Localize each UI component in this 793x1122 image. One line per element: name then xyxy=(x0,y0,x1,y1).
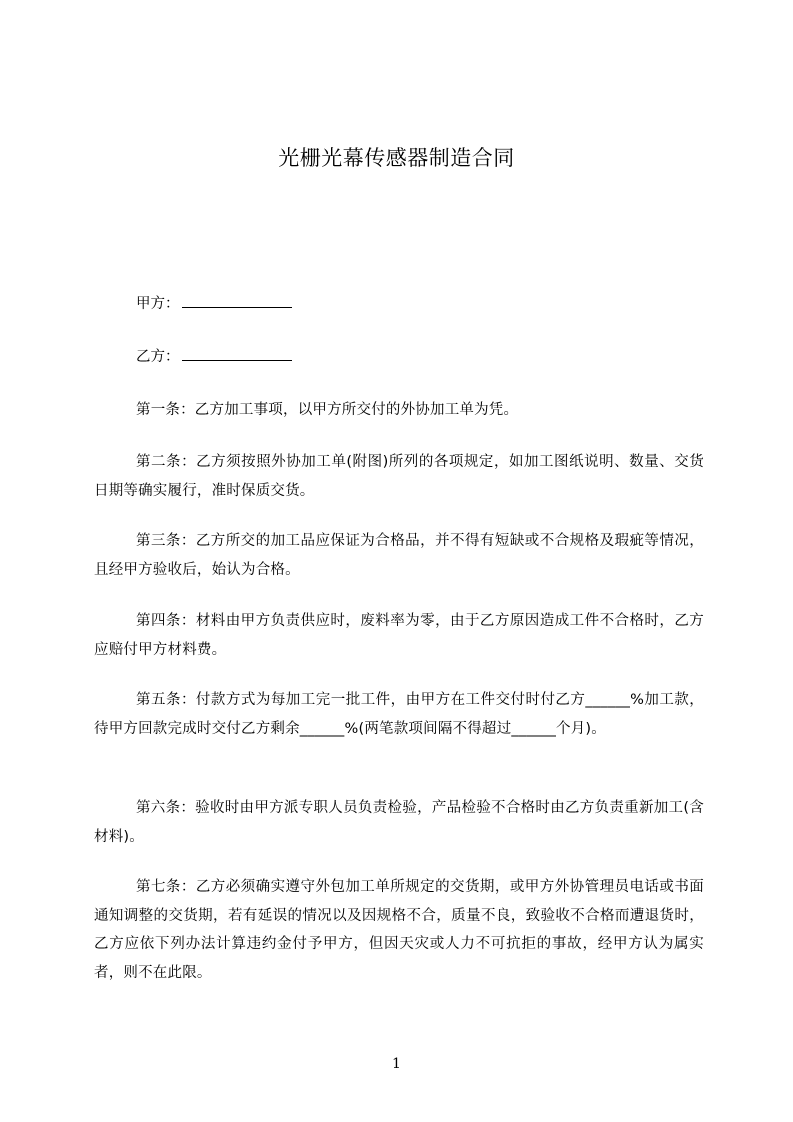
party-b-line xyxy=(136,345,292,367)
document-title: 光栅光幕传感器制造合同 xyxy=(278,146,515,170)
party-b-label: 乙方： xyxy=(136,349,180,365)
clause-6: 第六条：验收时由甲方派专职人员负责检验，产品检验不合格时由乙方负责重新加工(含材料)。 xyxy=(94,800,704,845)
clause-3: 第三条：乙方所交的加工品应保证为合格品，并不得有短缺或不合规格及瑕疵等情况，且经甲方验收后，始认为合格。 xyxy=(94,533,704,578)
clause-2: 第二条：乙方须按照外协加工单(附图)所列的各项规定，如加工图纸说明、数量、交货日期等确实履行，准时保质交货。 xyxy=(94,454,704,499)
clause-4: 第四条：材料由甲方负责供应时，废料率为零，由于乙方原因造成工件不合格时，乙方应赔付甲方材料费。 xyxy=(94,613,704,658)
clause-1: 第一条：乙方加工事项，以甲方所交付的外协加工单为凭。 xyxy=(136,402,519,418)
clause-5: 第五条：付款方式为每加工完一批工件，由甲方在工件交付时付乙方______%加工款，待甲方回款完成时交付乙方剩余______%(两笔款项间隔不得超过______个月)。 xyxy=(94,692,704,737)
clause-7: 第七条：乙方必须确实遵守外包加工单所规定的交货期，或甲方外协管理员电话或书面通知调整的交货期，若有延误的情况以及因规格不合，质量不良，致验收不合格而遭退货时，乙方应依下列办法计算违约金付予甲方，但因天灾或人力不可抗拒的事故，经甲方认为属实者，则不在此限。 xyxy=(94,879,704,981)
party-b-blank xyxy=(182,345,292,361)
party-a-line xyxy=(136,292,292,314)
page-number: 1 xyxy=(392,1056,401,1072)
party-a-blank xyxy=(182,292,292,308)
party-a-label: 甲方： xyxy=(136,296,180,312)
